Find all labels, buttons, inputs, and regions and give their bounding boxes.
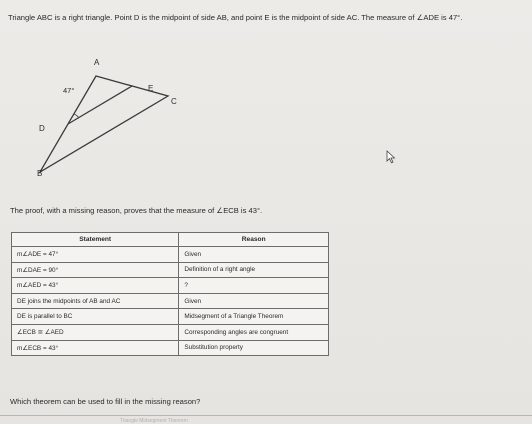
proof-table-header bbox=[12, 233, 329, 247]
answer-choice-preview[interactable]: Triangle Midsegment Theorem bbox=[120, 418, 188, 424]
triangle-diagram bbox=[14, 52, 194, 182]
statement-cell: DE is parallel to BC bbox=[12, 309, 179, 325]
statement-cell: DE joins the midpoints of AB and AC bbox=[12, 293, 179, 309]
reason-header: Reason bbox=[179, 233, 329, 247]
reason-cell: Definition of a right angle bbox=[179, 262, 329, 278]
vertex-label-d: D bbox=[39, 124, 45, 133]
statement-header: Statement bbox=[12, 233, 179, 247]
statement-cell: m∠ADE = 47° bbox=[12, 247, 179, 263]
reason-cell: Substitution property bbox=[179, 340, 329, 356]
reason-cell: Corresponding angles are congruent bbox=[179, 324, 329, 340]
reason-cell: Given bbox=[179, 293, 329, 309]
angle-label-47: 47° bbox=[63, 86, 75, 95]
problem-statement: Triangle ABC is a right triangle. Point D is the midpoint of side AB, and point E is the midpoint of side AC. The measure of ∠ADE is 47°. bbox=[8, 13, 463, 22]
reason-cell: Midsegment of a Triangle Theorem bbox=[179, 309, 329, 325]
statement-cell: m∠ECB = 43° bbox=[12, 340, 179, 356]
triangle-figure bbox=[14, 52, 194, 182]
table-row bbox=[12, 340, 329, 356]
vertex-label-b: B bbox=[37, 169, 43, 178]
vertex-label-e: E bbox=[148, 84, 154, 93]
vertex-label-a: A bbox=[94, 58, 100, 67]
statement-cell: m∠DAE = 90° bbox=[12, 262, 179, 278]
proof-table bbox=[11, 232, 329, 356]
angle-arc-ade bbox=[74, 114, 79, 118]
table-row bbox=[12, 278, 329, 294]
table-row bbox=[12, 309, 329, 325]
table-row bbox=[12, 293, 329, 309]
table-row bbox=[12, 262, 329, 278]
segment-de bbox=[68, 86, 132, 124]
vertex-label-c: C bbox=[171, 97, 177, 106]
statement-cell: ∠ECB ≅ ∠AED bbox=[12, 324, 179, 340]
table-row bbox=[12, 324, 329, 340]
table-row bbox=[12, 247, 329, 263]
mouse-pointer-icon bbox=[386, 150, 396, 164]
proof-intro-text: The proof, with a missing reason, proves that the measure of ∠ECB is 43°. bbox=[10, 206, 263, 215]
statement-cell: m∠AED = 43° bbox=[12, 278, 179, 294]
reason-cell: Given bbox=[179, 247, 329, 263]
question-text: Which theorem can be used to fill in the missing reason? bbox=[10, 397, 201, 406]
answer-divider bbox=[0, 415, 532, 416]
missing-reason-cell: ? bbox=[179, 278, 329, 294]
